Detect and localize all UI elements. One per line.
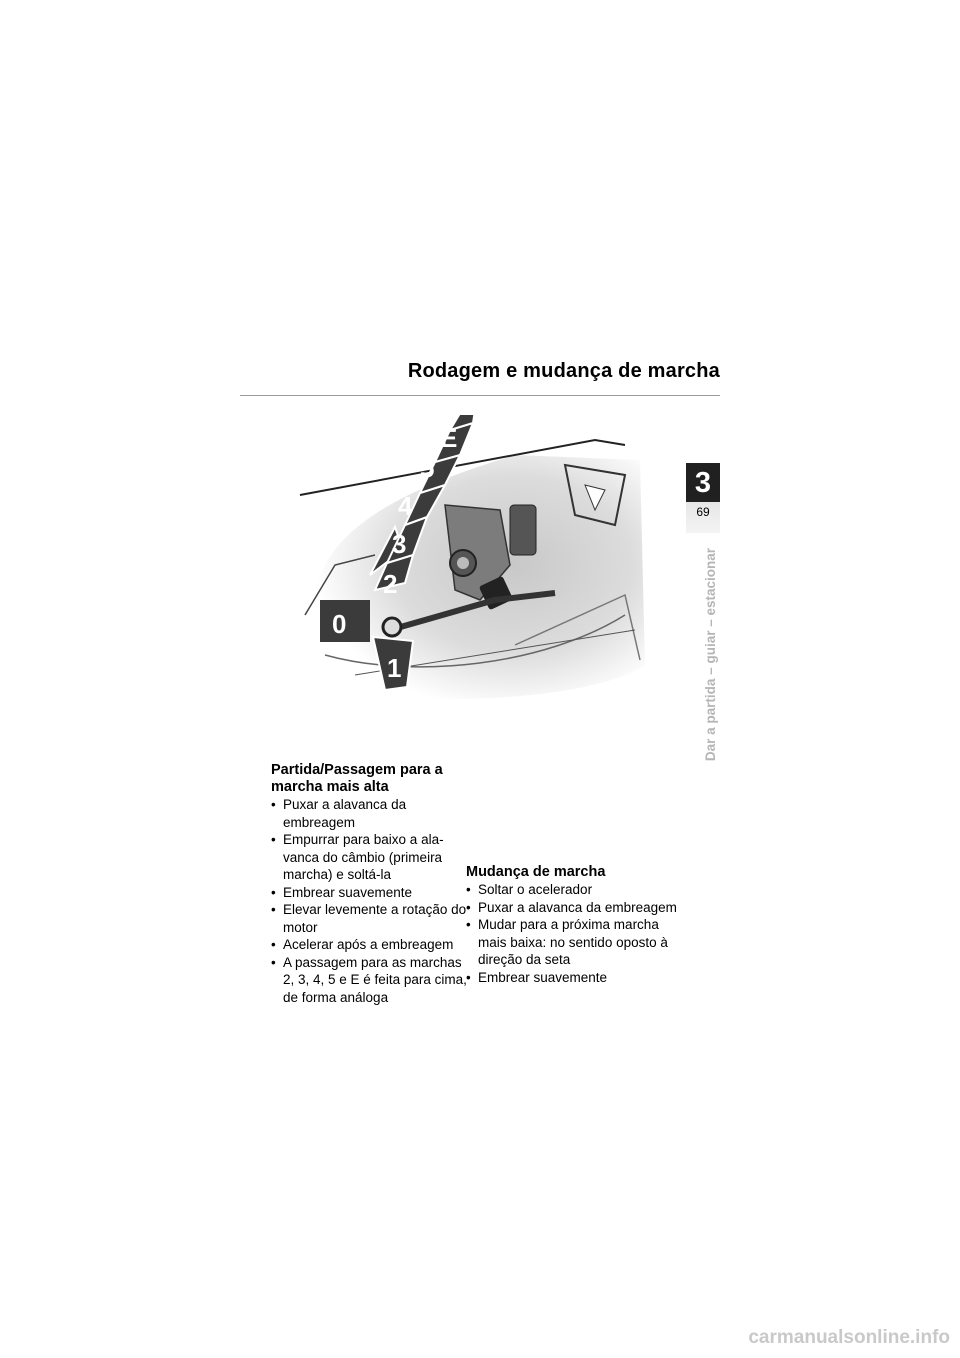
downshift-heading: Mudança de marcha [466, 864, 606, 880]
downshift-steps [466, 881, 680, 986]
list-item: • Puxar a alavanca da embreagem [271, 796, 471, 831]
gear-label-1: 1 [387, 653, 402, 683]
engine-background [300, 440, 645, 699]
list-item: • Acelerar após a embreagem [271, 936, 471, 954]
gear-label-0: 0 [332, 609, 347, 639]
gear-label-2: 2 [383, 569, 398, 599]
startup-steps [271, 796, 471, 1006]
list-item: • Elevar levemente a rotação do motor [271, 901, 471, 936]
list-item: • Embrear suavemente [271, 884, 471, 902]
list-item: • Soltar o acelerador [466, 881, 680, 899]
footer-watermark: carmanualsonline.info [748, 1327, 950, 1348]
page-number: 69 [696, 505, 710, 519]
list-item: • A passagem para as marchas 2, 3, 4, 5 e E é feita para cima, de forma análoga [271, 954, 471, 1007]
title-divider [240, 395, 720, 396]
list-item: • Empurrar para baixo a ala- vanca do câmbio (primeira marcha) e soltá-la [271, 831, 471, 884]
gear-label-3: 3 [392, 529, 407, 559]
list-item: • Embrear suavemente [466, 969, 680, 987]
chapter-tab [686, 463, 720, 533]
page-title: Rodagem e mudança de marcha [407, 360, 720, 382]
gear-label-4: 4 [398, 491, 413, 521]
gear-label-5: 5 [420, 453, 435, 483]
list-item: • Puxar a alavanca da embreagem [466, 899, 680, 917]
list-item: • Mudar para a próxima marcha mais baixa: no sentido oposto à direção da seta [466, 916, 680, 969]
section-side-label: Dar a partida – guiar – estacionar [703, 548, 718, 762]
gear-shift-illustration [295, 415, 655, 715]
startup-section [271, 762, 471, 1006]
chapter-number: 3 [694, 467, 712, 499]
downshift-section [466, 864, 680, 986]
gear-label-e: E [440, 423, 458, 453]
startup-heading: Partida/Passagem para a marcha mais alta [271, 762, 443, 795]
